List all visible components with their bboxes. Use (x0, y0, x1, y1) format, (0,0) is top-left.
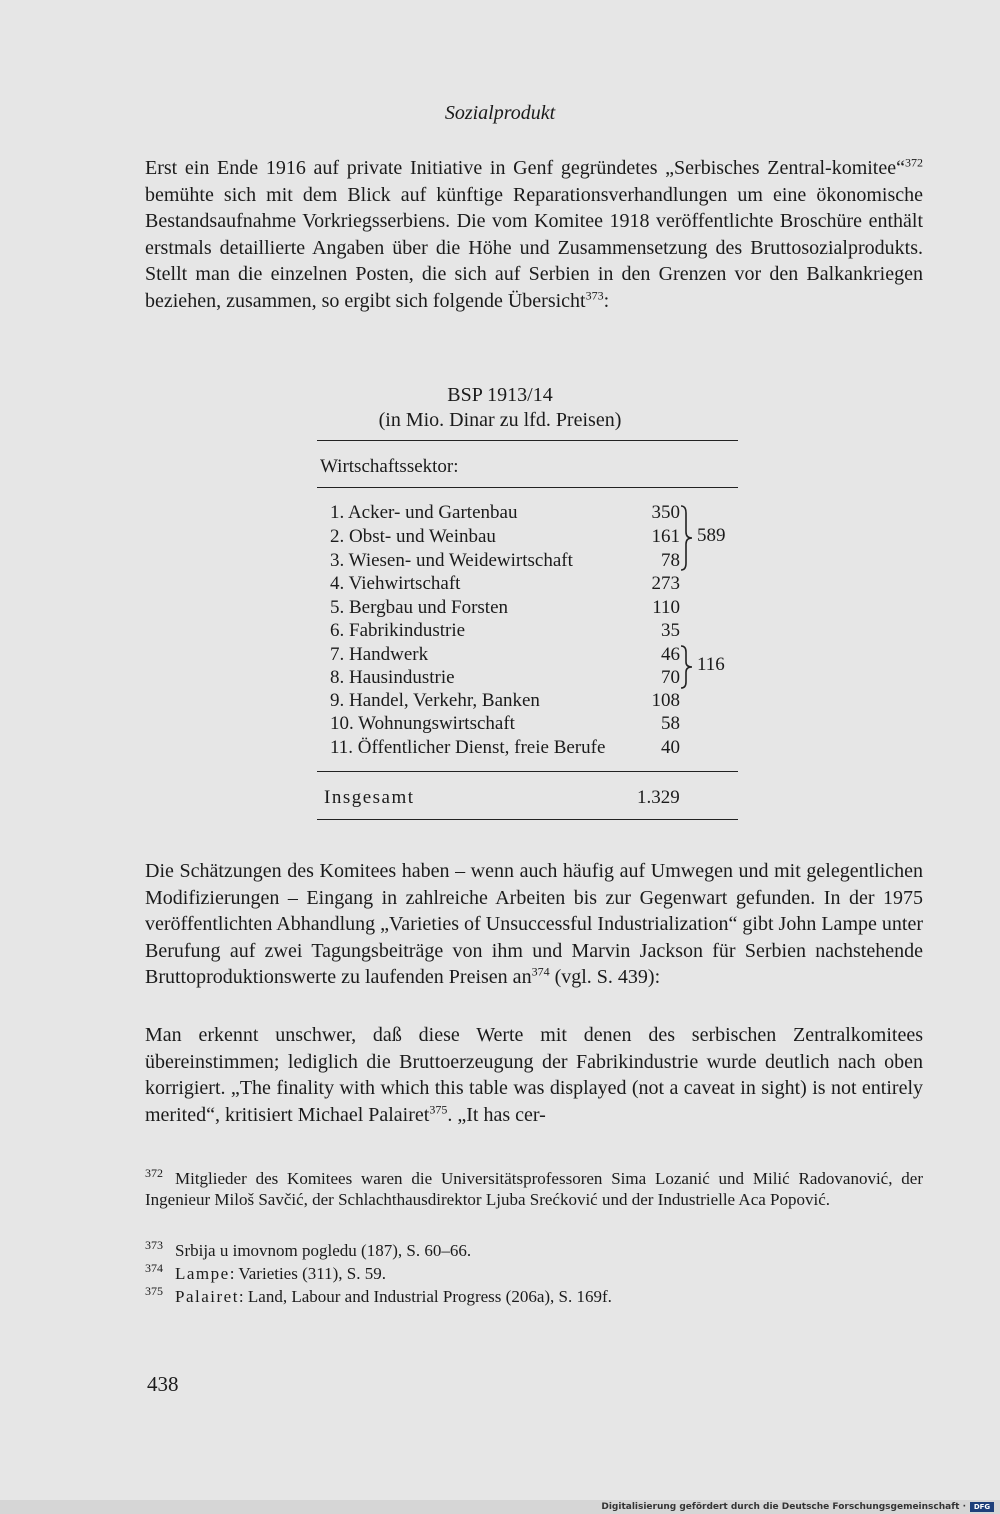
row-label: 1. Acker- und Gartenbau (330, 502, 518, 523)
footnote-author: Lampe (175, 1264, 230, 1283)
table-subtitle: (in Mio. Dinar zu lfd. Preisen) (378, 409, 622, 431)
footnote-number: 373 (145, 1238, 163, 1253)
group-brace-rows-7-8 (680, 645, 692, 689)
table-row (330, 619, 690, 643)
table-total-label: Insgesamt (324, 787, 415, 808)
row-label: 11. Öffentlicher Dienst, freie Berufe (330, 737, 606, 758)
row-value: 350 (651, 502, 680, 523)
group-sum-rows-7-8: 116 (697, 654, 725, 675)
body-text: Die Schätzungen des Komitees haben – wenn auch häufig auf Umwegen und mit gelegentlichen Modifizierungen – Eingang in zahlreiche Arbeiten bis zur Gegenwart gefunden. In der 1975 veröffentlichten Abhandlung „Varieties of Unsuccessful Industrialization“ gibt John Lampe unter Berufung auf zwei Tagungsbeiträge von ihm und Marvin Jackson für Serbien nachstehende Bruttoproduktionswerte zu laufenden Preisen an (145, 860, 923, 988)
footer-credit: Digitalisierung gefördert durch die Deutsche Forschungsgemeinschaft · (601, 1502, 966, 1512)
row-value: 108 (651, 690, 680, 711)
footnote-ref-375[interactable]: 375 (429, 1101, 448, 1116)
table-total-value: 1.329 (637, 787, 680, 808)
body-text: Man erkennt unschwer, daß diese Werte mit denen des serbischen Zentralkomitees übereinstimmen; lediglich die Bruttoerzeugung der Fabrikindustrie wurde deutlich nach oben korrigiert. „The finality with which this table was displayed (not a caveat in sight) is not entirely merited“, kritisiert Michael Palairet (145, 1024, 923, 1126)
footnote-text: : Land, Labour and Industrial Progress (206a), S. 169f. (238, 1287, 612, 1306)
row-value: 40 (661, 737, 680, 758)
table-row (330, 596, 690, 620)
footnote-text: : Varieties (311), S. 59. (229, 1264, 386, 1283)
table-row (330, 736, 690, 760)
table-row (330, 525, 690, 549)
footnote-number: 374 (145, 1261, 163, 1276)
row-value: 46 (661, 644, 680, 665)
body-text: (vgl. S. 439): (549, 966, 661, 988)
group-sum-rows-1-3: 589 (697, 525, 726, 546)
intro-paragraph (145, 155, 923, 314)
body-text: . „It has cer- (447, 1103, 546, 1126)
footnote-text: Mitglieder des Komitees waren die Universitätsprofessoren Sima Lozanić und Milić Radovanović, der Ingenieur Miloš Savčić, der Schlachthausdirektor Ljuba Srećković und der Industrielle Aca Popović. (145, 1169, 923, 1209)
body-paragraph-2 (145, 1022, 923, 1128)
footnote-ref-372[interactable]: 372 (905, 155, 923, 170)
table-bottom-rule (317, 819, 738, 820)
row-value: 110 (652, 597, 680, 618)
table-row (330, 501, 690, 525)
footnote-374 (145, 1263, 923, 1284)
row-value: 58 (661, 713, 680, 734)
row-value: 273 (651, 573, 680, 594)
intro-text-b: bemühte sich mit dem Blick auf künftige Reparationsverhandlungen um eine ökonomische Bestandsaufnahme Vorkriegsserbiens. Die vom Komitee 1918 veröffentlichte Broschüre enthält erstmals detaillierte Angaben über die Höhe und Zusammensetzung des Bruttosozialprodukts. Stellt man die einzelnen Posten, die sich auf Serbien in den Grenzen vor den Balkankriegen beziehen, zusammen, so ergibt sich folgende Übersicht (145, 183, 923, 312)
row-label: 2. Obst- und Weinbau (330, 526, 496, 547)
footnote-372 (145, 1168, 923, 1210)
table-row (330, 712, 690, 736)
running-header: Sozialprodukt (444, 102, 556, 124)
page-number: 438 (147, 1372, 179, 1396)
row-label: 5. Bergbau und Forsten (330, 597, 509, 618)
row-value: 70 (661, 667, 680, 688)
dfg-logo: DFG (970, 1502, 994, 1512)
row-label: 4. Viehwirtschaft (330, 573, 461, 594)
group-brace-rows-1-3 (680, 505, 692, 571)
row-value: 35 (661, 620, 680, 641)
footnote-number: 375 (145, 1284, 163, 1299)
body-paragraph-1 (145, 858, 923, 991)
table-header-rule (317, 487, 738, 488)
footnote-373 (145, 1240, 923, 1261)
table-row (330, 689, 690, 713)
row-label: 10. Wohnungswirtschaft (330, 713, 515, 734)
row-value: 161 (651, 526, 680, 547)
table-row (330, 572, 690, 596)
footnote-text: Srbija u imovnom pogledu (187), S. 60–66. (175, 1241, 472, 1260)
table-title: BSP 1913/14 (447, 384, 553, 406)
footnote-ref-374[interactable]: 374 (531, 964, 550, 979)
table-row (330, 643, 690, 667)
intro-text-c: : (603, 289, 610, 312)
footnote-ref-373[interactable]: 373 (585, 287, 604, 302)
row-label: 7. Handwerk (330, 644, 429, 665)
row-label: 9. Handel, Verkehr, Banken (330, 690, 540, 711)
table-total-rule (317, 771, 738, 772)
intro-text-a: Erst ein Ende 1916 auf private Initiative in Genf gegründetes „Serbisches Zentral-komitee“ (145, 157, 905, 179)
table-row (330, 666, 690, 690)
row-label: 8. Hausindustrie (330, 667, 455, 688)
footnote-375 (145, 1286, 923, 1307)
row-value: 78 (661, 550, 680, 571)
table-top-rule (317, 440, 738, 441)
row-label: 3. Wiesen- und Weidewirtschaft (330, 550, 573, 571)
row-label: 6. Fabrikindustrie (330, 620, 466, 641)
table-column-header: Wirtschaftssektor: (320, 456, 459, 477)
footnote-number: 372 (145, 1166, 163, 1181)
table-row (330, 549, 690, 573)
footnote-author: Palairet (175, 1287, 239, 1306)
